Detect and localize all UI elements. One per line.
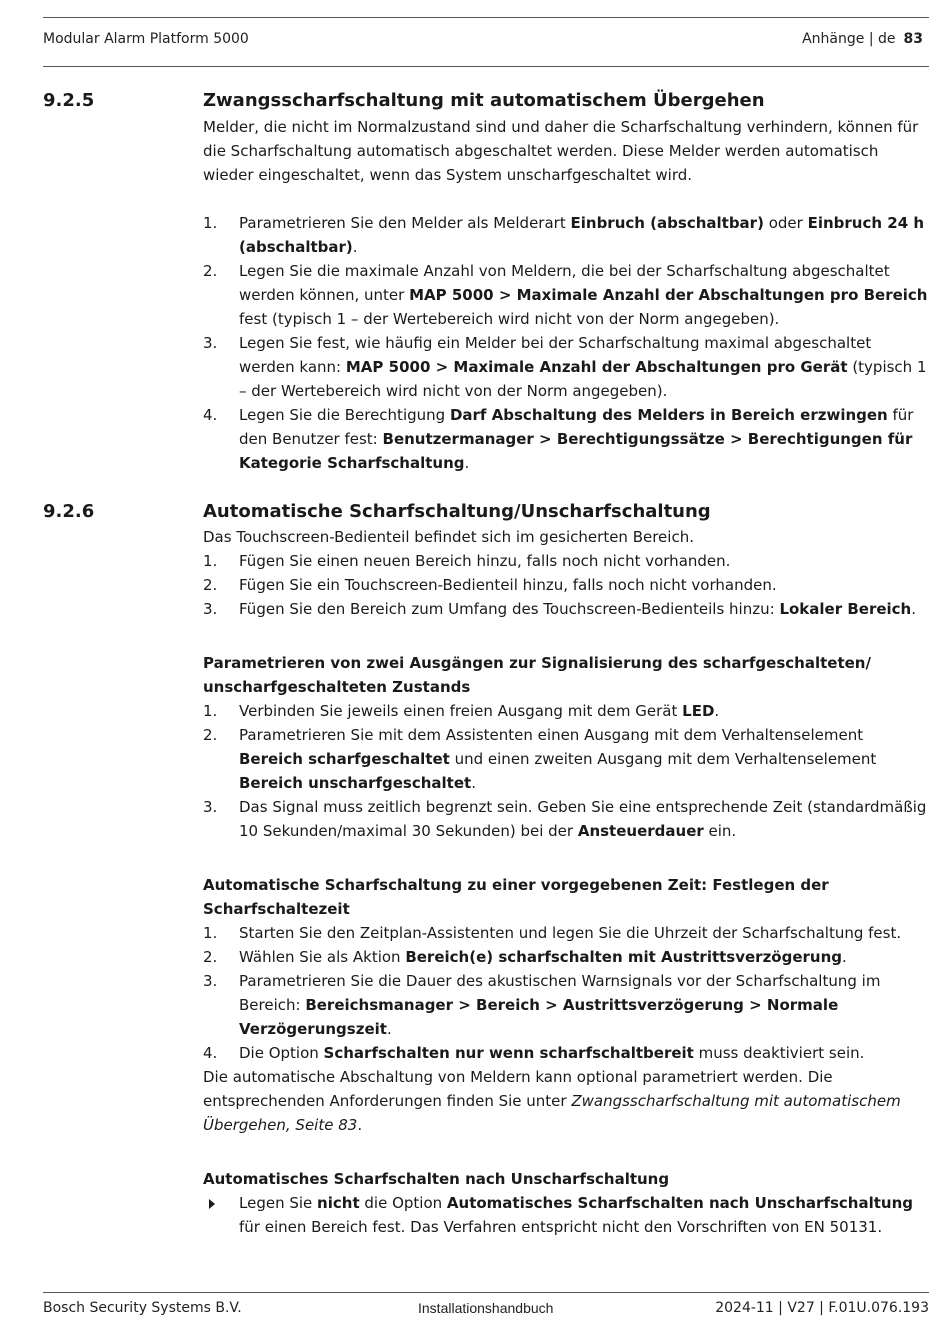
auto-rearm-text-run-3: Automatisches Scharfschalten nach Unscharfschaltung [446, 1194, 914, 1212]
arming-time-steps-item-4-run-1: Scharfschalten nur wenn scharfschaltbereit [323, 1044, 694, 1062]
subheading-outputs: Parametrieren von zwei Ausgängen zur Signalisierung des scharfgeschalteten/ unscharfgeschalteten Zustands [203, 654, 871, 696]
outputs-steps-item-1 [203, 699, 931, 723]
auto-rearm-text-run-2: die Option [359, 1194, 447, 1212]
footer-version: 2024-11 | V27 | F.01U.076.193 [715, 1300, 929, 1316]
arming-time-steps-item-2-run-1: Bereich(e) scharfschalten mit Austrittsverzögerung [405, 948, 843, 966]
section-925-body [203, 115, 931, 475]
arming-time-steps-number-2: 2. [203, 948, 218, 966]
footer-company: Bosch Security Systems B.V. [43, 1300, 242, 1316]
outputs-steps-item-2-run-0: Parametrieren Sie mit dem Assistenten einen Ausgang mit dem Verhaltenselement [239, 726, 864, 744]
arming-time-steps-item-3-run-0: Parametrieren Sie die Dauer des akustischen Warnsignals vor der Scharfschaltung im Bereich: [239, 972, 881, 1014]
arming-time-steps-item-4 [203, 1041, 931, 1065]
footer-rule [43, 1292, 929, 1293]
section-926-body [203, 525, 931, 1239]
section-926-title: Automatische Scharfschaltung/Unscharfschaltung [203, 501, 711, 522]
arming-time-steps-item-2-run-0: Wählen Sie als Aktion [239, 948, 406, 966]
arming-time-steps-item-2 [203, 945, 931, 969]
arming-time-steps-item-1 [203, 921, 931, 945]
outputs-steps-item-2-run-2: und einen zweiten Ausgang mit dem Verhaltenselement [449, 750, 877, 768]
section-926-steps-number-2: 2. [203, 576, 218, 594]
header-chapter-label: Anhänge | de [802, 31, 896, 47]
section-926-steps-item-3-run-1: Lokaler Bereich [779, 600, 912, 618]
arming-time-steps-item-4-run-2: muss deaktiviert sein. [693, 1044, 865, 1062]
auto-rearm-text-run-1: nicht [317, 1194, 360, 1212]
outputs-steps-item-1-run-1: LED [682, 702, 715, 720]
section-925-steps-item-3-run-2: (typisch 1 – der Wertebereich wird nicht von der Norm angegeben). [239, 358, 927, 400]
arming-time-note-run-2: . [357, 1116, 363, 1134]
section-925-steps-item-2-run-0: Legen Sie die maximale Anzahl von Meldern, die bei der Scharfschaltung abgeschaltet werden können, unter [239, 262, 890, 304]
subheading-auto-rearm: Automatisches Scharfschalten nach Unscharfschaltung [203, 1170, 670, 1188]
arming-time-steps [203, 921, 931, 1065]
subheading-arming-time: Automatische Scharfschaltung zu einer vorgegebenen Zeit: Festlegen der Scharfschaltezeit [203, 876, 829, 918]
section-926-steps-item-3-run-2: . [911, 600, 917, 618]
arming-time-steps-item-3-run-2: . [386, 1020, 392, 1038]
section-925-steps-item-2-run-1: MAP 5000 > Maximale Anzahl der Abschaltungen pro Bereich [409, 286, 928, 304]
section-925-steps-number-3: 3. [203, 334, 218, 352]
section-926-steps [203, 549, 931, 621]
outputs-steps-item-3-run-2: ein. [703, 822, 737, 840]
section-926-steps-number-1: 1. [203, 552, 218, 570]
auto-rearm-text-run-4: für einen Bereich fest. Das Verfahren entspricht nicht den Vorschriften von EN 50131. [239, 1218, 883, 1236]
section-926-number: 9.2.6 [43, 501, 95, 522]
section-925-title: Zwangsscharfschaltung mit automatischem Übergehen [203, 90, 765, 111]
outputs-steps-item-2-run-1: Bereich scharfgeschaltet [239, 750, 450, 768]
section-926-steps-number-3: 3. [203, 600, 218, 618]
auto-rearm-text-run-0: Legen Sie [239, 1194, 318, 1212]
header-product-title: Modular Alarm Platform 5000 [43, 31, 249, 47]
section-926-steps-item-1-run-0: Fügen Sie einen neuen Bereich hinzu, falls noch nicht vorhanden. [239, 552, 731, 570]
section-925-steps-item-4-run-4: . [464, 454, 470, 472]
section-926-steps-item-2-run-0: Fügen Sie ein Touchscreen-Bedienteil hinzu, falls noch nicht vorhanden. [239, 576, 777, 594]
outputs-steps [203, 699, 931, 843]
section-925-steps-item-1-run-3: Einbruch 24 h (abschaltbar) [239, 214, 925, 256]
outputs-steps-number-2: 2. [203, 726, 218, 744]
section-925-steps-item-2-run-2: fest (typisch 1 – der Wertebereich wird nicht von der Norm angegeben). [239, 310, 780, 328]
section-925-steps-item-1-run-2: oder [763, 214, 808, 232]
auto-rearm-text [239, 1194, 913, 1236]
section-925-steps-item-1-run-4: . [352, 238, 358, 256]
section-925-steps-number-1: 1. [203, 214, 218, 232]
arming-time-steps-item-2-run-2: . [842, 948, 847, 966]
section-926-steps-item-3-run-0: Fügen Sie den Bereich zum Umfang des Touchscreen-Bedienteils hinzu: [239, 600, 780, 618]
outputs-steps-item-3 [203, 795, 931, 843]
arming-time-note-run-0: Die automatische Abschaltung von Meldern kann optional parametriert werden. Die entsprechenden Anforderungen finden Sie unter [203, 1068, 833, 1110]
section-925-steps-item-2 [203, 259, 931, 331]
arming-time-note [203, 1065, 931, 1137]
section-925-number: 9.2.5 [43, 90, 95, 111]
arming-time-steps-item-3-run-1: Bereichsmanager > Bereich > Austrittsverzögerung > Normale Verzögerungszeit [239, 996, 839, 1038]
page-number: 83 [903, 31, 923, 47]
section-925-steps-item-3-run-1: MAP 5000 > Maximale Anzahl der Abschaltungen pro Gerät [345, 358, 848, 376]
outputs-steps-item-2-run-4: . [471, 774, 476, 792]
section-926-steps-item-1 [203, 549, 931, 573]
section-925-steps [203, 211, 931, 475]
section-925-steps-item-3 [203, 331, 931, 403]
outputs-steps-item-3-run-1: Ansteuerdauer [577, 822, 704, 840]
section-925-steps-item-3-run-0: Legen Sie fest, wie häufig ein Melder bei der Scharfschaltung maximal abgeschaltet werden kann: [239, 334, 872, 376]
section-925-steps-item-1-run-0: Parametrieren Sie den Melder als Melderart [239, 214, 571, 232]
section-925-steps-item-4-run-3: Benutzermanager > Berechtigungssätze > Berechtigungen für Kategorie Scharfschaltung [239, 430, 913, 472]
arming-time-steps-item-4-run-0: Die Option [239, 1044, 324, 1062]
header-rule-bottom [43, 66, 929, 67]
section-926-steps-item-3 [203, 597, 931, 621]
footer-doc-type: Installationshandbuch [418, 1300, 554, 1316]
section-925-steps-number-2: 2. [203, 262, 218, 280]
outputs-steps-item-2-run-3: Bereich unscharfgeschaltet [239, 774, 472, 792]
arming-time-steps-number-1: 1. [203, 924, 218, 942]
section-926-intro: Das Touchscreen-Bedienteil befindet sich im gesicherten Bereich. [203, 528, 694, 546]
section-925-steps-item-4 [203, 403, 931, 475]
outputs-steps-item-3-run-0: Das Signal muss zeitlich begrenzt sein. Geben Sie eine entsprechende Zeit (standardmäßig 10 Sekunden/maximal 30 Sekunden) bei der [239, 798, 927, 840]
outputs-steps-number-3: 3. [203, 798, 218, 816]
arming-time-steps-number-3: 3. [203, 972, 218, 990]
triangle-bullet-icon [209, 1199, 215, 1209]
arming-time-steps-number-4: 4. [203, 1044, 218, 1062]
auto-rearm-list [203, 1191, 931, 1239]
section-925-steps-number-4: 4. [203, 406, 218, 424]
section-925-intro: Melder, die nicht im Normalzustand sind und daher die Scharfschaltung verhindern, können für die Scharfschaltung automatisch abgeschaltet werden. Diese Melder werden automatisch wieder eingeschaltet, wenn das System unscharfgeschaltet wird. [203, 118, 919, 184]
header-rule-top [43, 17, 929, 18]
outputs-steps-number-1: 1. [203, 702, 218, 720]
outputs-steps-item-2 [203, 723, 931, 795]
header-section-info [802, 31, 923, 47]
section-926-steps-item-2 [203, 573, 931, 597]
section-925-steps-item-1 [203, 211, 931, 259]
arming-time-steps-item-3 [203, 969, 931, 1041]
arming-time-note-run-1: Zwangsscharfschaltung mit automatischem Übergehen, Seite 83 [203, 1092, 901, 1134]
outputs-steps-item-1-run-0: Verbinden Sie jeweils einen freien Ausgang mit dem Gerät [239, 702, 683, 720]
section-925-steps-item-4-run-2: für den Benutzer fest: [239, 406, 914, 448]
auto-rearm-item [203, 1191, 931, 1239]
section-925-steps-item-4-run-1: Darf Abschaltung des Melders in Bereich erzwingen [449, 406, 888, 424]
section-925-steps-item-4-run-0: Legen Sie die Berechtigung [239, 406, 450, 424]
section-925-steps-item-1-run-1: Einbruch (abschaltbar) [570, 214, 764, 232]
outputs-steps-item-1-run-2: . [714, 702, 720, 720]
arming-time-steps-item-1-run-0: Starten Sie den Zeitplan-Assistenten und legen Sie die Uhrzeit der Scharfschaltung fest. [239, 924, 902, 942]
